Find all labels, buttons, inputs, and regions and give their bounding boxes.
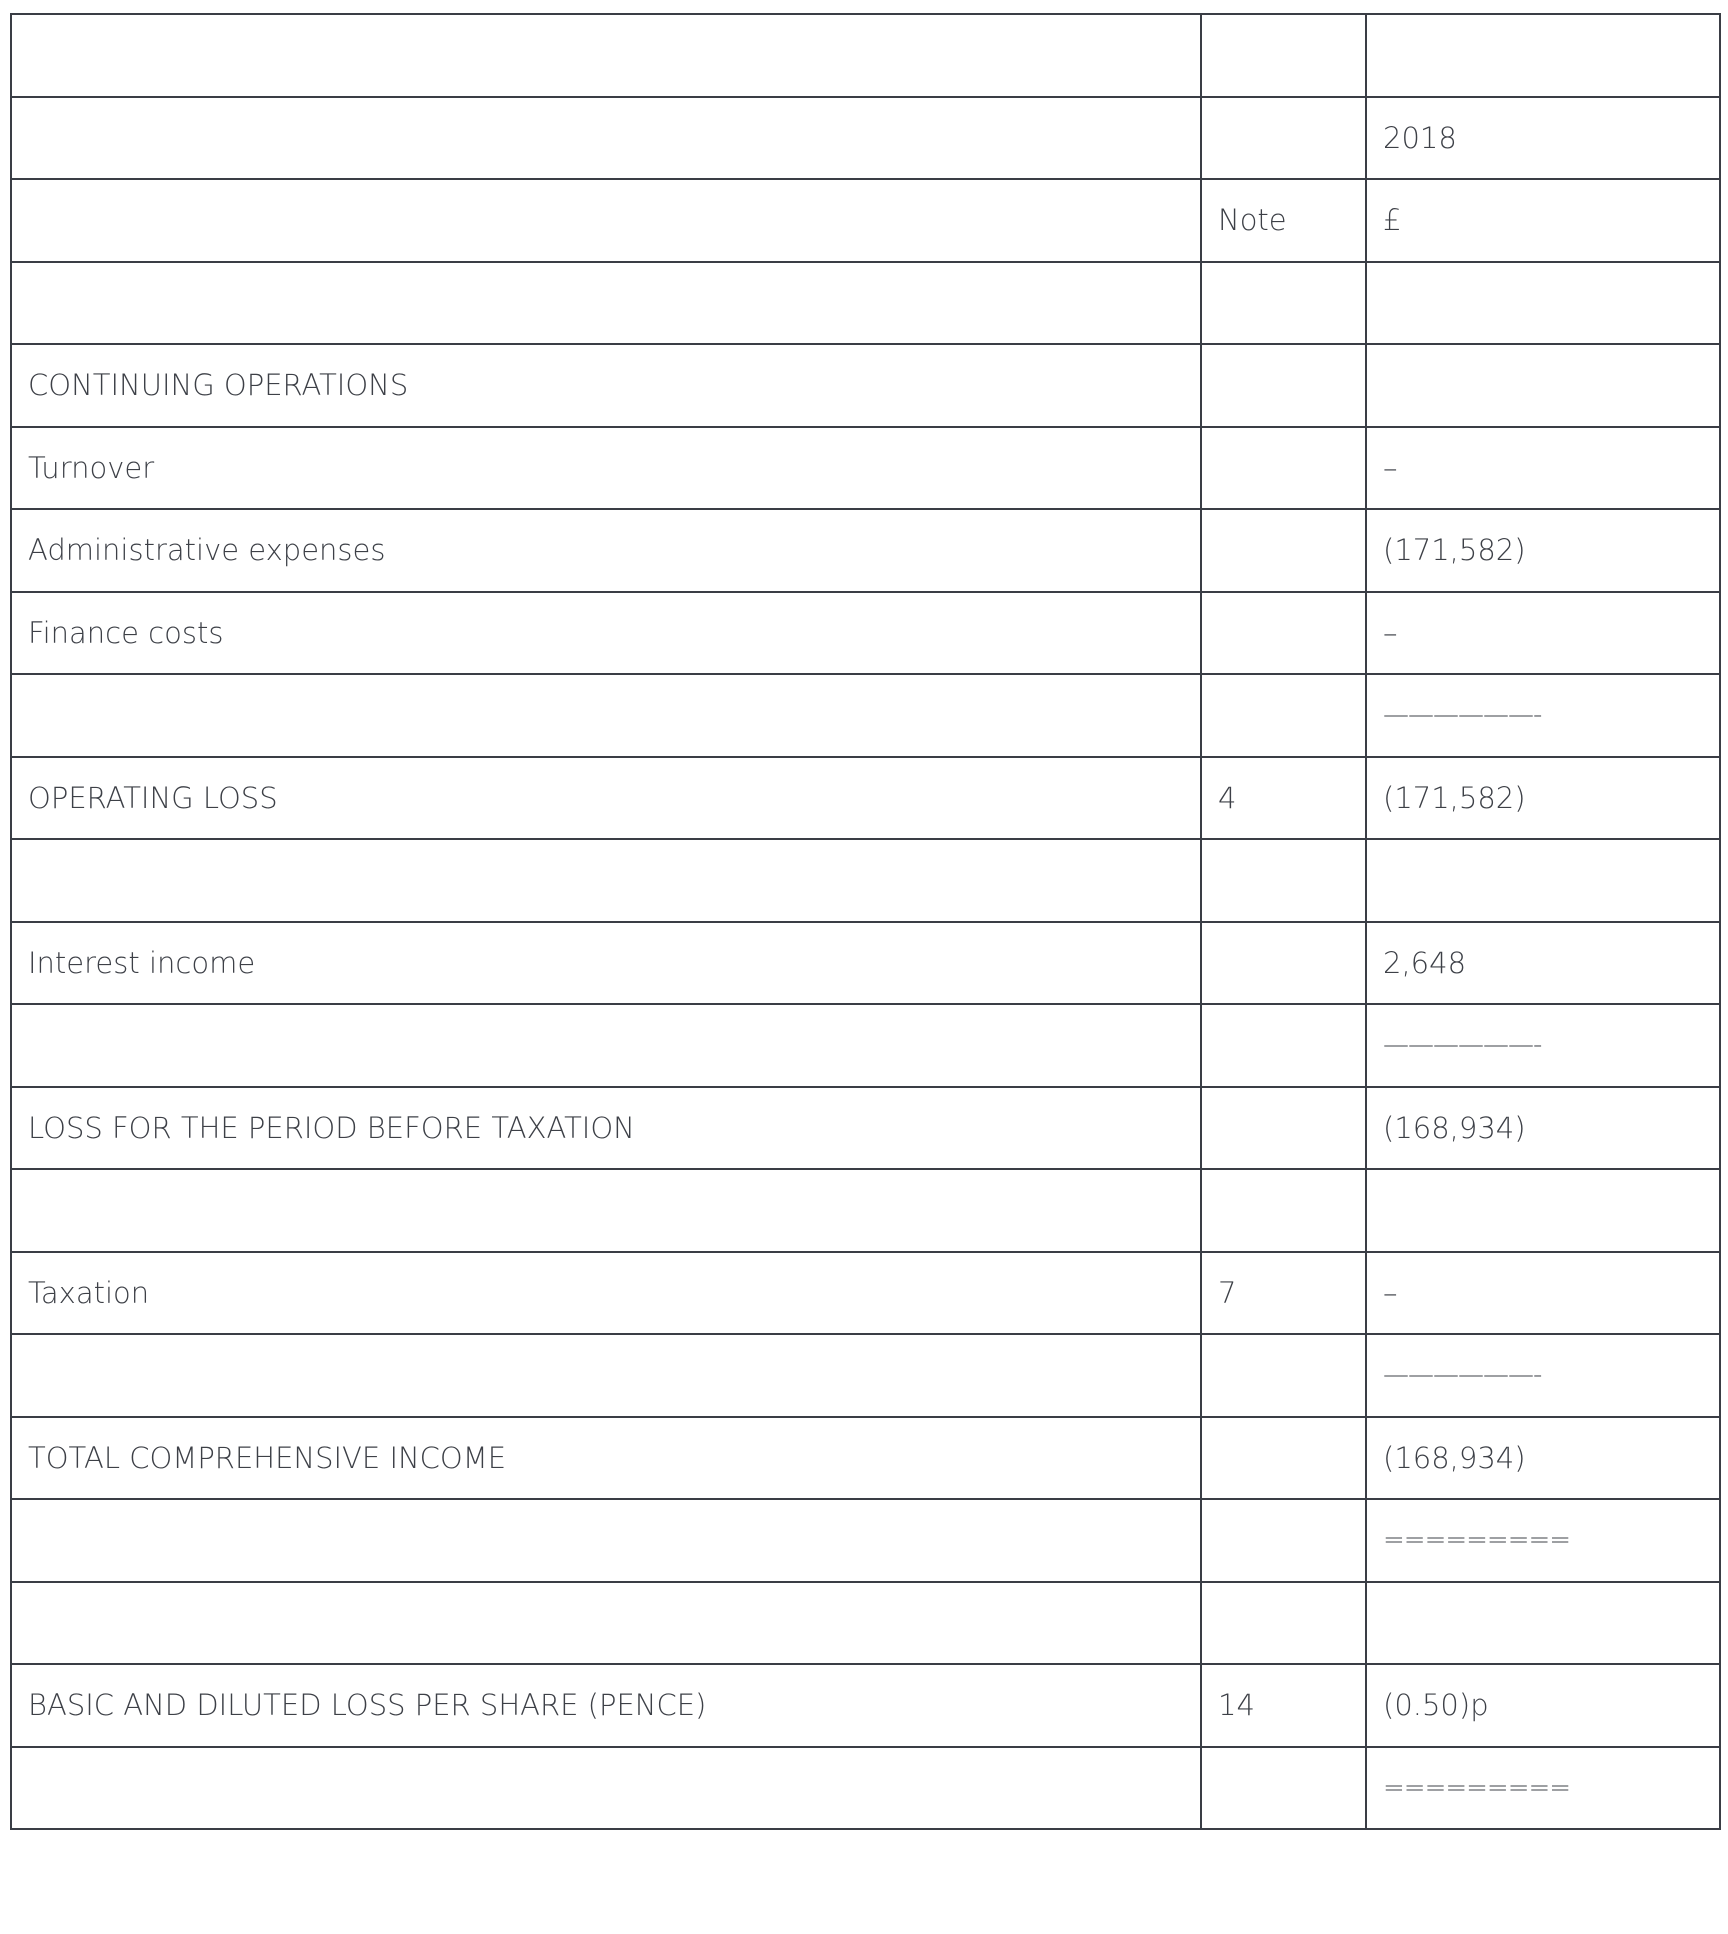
table-row xyxy=(11,427,1720,510)
table-row xyxy=(11,1417,1720,1500)
row-label: Administrative expenses xyxy=(11,509,1201,592)
total-double-rule: ========= xyxy=(1366,1747,1720,1830)
subtotal-rule: ——————- xyxy=(1366,674,1720,757)
row-note xyxy=(1201,839,1366,922)
table-row xyxy=(11,839,1720,922)
row-note xyxy=(1201,1582,1366,1665)
subtotal-rule: ——————- xyxy=(1366,1004,1720,1087)
row-label: Turnover xyxy=(11,427,1201,510)
table-row xyxy=(11,262,1720,345)
row-note: 14 xyxy=(1201,1664,1366,1747)
row-note xyxy=(1201,427,1366,510)
row-value: (171,582) xyxy=(1366,757,1720,840)
row-label xyxy=(11,1499,1201,1582)
row-label xyxy=(11,179,1201,262)
row-note xyxy=(1201,1169,1366,1252)
year-header: 2018 xyxy=(1366,97,1720,180)
row-note xyxy=(1201,1747,1366,1830)
row-label xyxy=(11,1169,1201,1252)
row-value: 2,648 xyxy=(1366,922,1720,1005)
row-value xyxy=(1366,344,1720,427)
row-note xyxy=(1201,344,1366,427)
row-note xyxy=(1201,674,1366,757)
row-label xyxy=(11,1334,1201,1417)
row-note xyxy=(1201,1004,1366,1087)
row-value: (168,934) xyxy=(1366,1417,1720,1500)
row-label xyxy=(11,1582,1201,1665)
row-note xyxy=(1201,262,1366,345)
table-row xyxy=(11,1004,1720,1087)
row-value xyxy=(1366,1169,1720,1252)
total-double-rule: ========= xyxy=(1366,1499,1720,1582)
table-row xyxy=(11,674,1720,757)
table-row xyxy=(11,344,1720,427)
table-row xyxy=(11,1499,1720,1582)
row-label xyxy=(11,14,1201,97)
row-note xyxy=(1201,509,1366,592)
table-row xyxy=(11,509,1720,592)
row-value xyxy=(1366,839,1720,922)
row-label xyxy=(11,839,1201,922)
row-label xyxy=(11,1004,1201,1087)
row-note xyxy=(1201,97,1366,180)
row-note: 7 xyxy=(1201,1252,1366,1335)
row-note xyxy=(1201,14,1366,97)
row-label xyxy=(11,674,1201,757)
row-note xyxy=(1201,592,1366,675)
row-label: TOTAL COMPREHENSIVE INCOME xyxy=(11,1417,1201,1500)
section-heading: CONTINUING OPERATIONS xyxy=(11,344,1201,427)
subtotal-rule: ——————- xyxy=(1366,1334,1720,1417)
row-value: – xyxy=(1366,427,1720,510)
row-label xyxy=(11,262,1201,345)
row-label: BASIC AND DILUTED LOSS PER SHARE (PENCE) xyxy=(11,1664,1201,1747)
row-label: LOSS FOR THE PERIOD BEFORE TAXATION xyxy=(11,1087,1201,1170)
row-label xyxy=(11,97,1201,180)
table-row xyxy=(11,922,1720,1005)
table-row xyxy=(11,1664,1720,1747)
table-row xyxy=(11,1747,1720,1830)
row-value xyxy=(1366,1582,1720,1665)
table-row xyxy=(11,1334,1720,1417)
row-value: – xyxy=(1366,592,1720,675)
table-row xyxy=(11,1582,1720,1665)
table-row xyxy=(11,592,1720,675)
currency-header: £ xyxy=(1366,179,1720,262)
row-label: Taxation xyxy=(11,1252,1201,1335)
table-row xyxy=(11,1252,1720,1335)
row-note xyxy=(1201,1334,1366,1417)
note-header: Note xyxy=(1201,179,1366,262)
income-statement-table xyxy=(10,13,1721,1830)
table-row xyxy=(11,1087,1720,1170)
table-row xyxy=(11,757,1720,840)
row-label: OPERATING LOSS xyxy=(11,757,1201,840)
row-label: Interest income xyxy=(11,922,1201,1005)
row-note: 4 xyxy=(1201,757,1366,840)
table-row xyxy=(11,1169,1720,1252)
row-value: (171,582) xyxy=(1366,509,1720,592)
row-value: – xyxy=(1366,1252,1720,1335)
table-row xyxy=(11,179,1720,262)
row-label: Finance costs xyxy=(11,592,1201,675)
row-value: (168,934) xyxy=(1366,1087,1720,1170)
row-value xyxy=(1366,262,1720,345)
row-note xyxy=(1201,1417,1366,1500)
row-note xyxy=(1201,922,1366,1005)
row-note xyxy=(1201,1499,1366,1582)
row-value xyxy=(1366,14,1720,97)
row-value: (0.50)p xyxy=(1366,1664,1720,1747)
row-note xyxy=(1201,1087,1366,1170)
table-row xyxy=(11,14,1720,97)
table-row xyxy=(11,97,1720,180)
row-label xyxy=(11,1747,1201,1830)
